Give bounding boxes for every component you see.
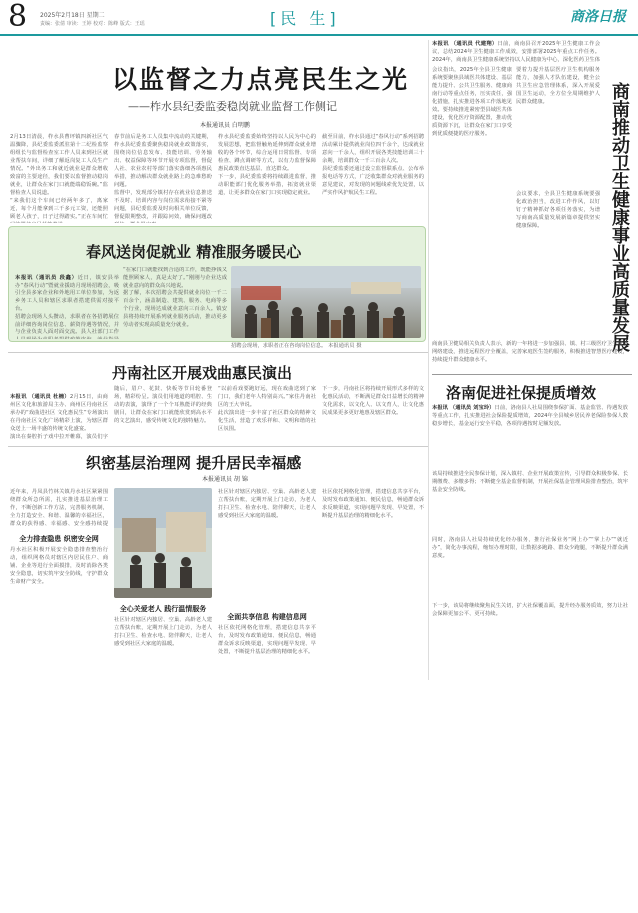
side-para9: 下一步，该局将继续聚焦民生关切，扩大社保覆盖面，提升经办服务质效，努力让社会保障更加公平、更可持续。 [432,603,628,617]
job-fair-photo [231,266,421,338]
green-para1: 近日，镇安县举办“春风行动”暨就业援助月现场招聘会，吸引全县多家企业和外地用工单位参加，为返乡务工人员和辖区求职者搭建供需对接平台。 招聘会现场人头攒动，求职者在各招聘展位前详细咨询岗位信息、薪资待遇等情况，并与企业负责人面对面交流。县人社部门工作 [15,274,119,336]
side-byline2: 本报讯 （通讯员 刘宝玲） [432,405,495,411]
story3-byline: 本报讯 （通讯员 杜楠） [10,394,70,400]
story4-heading2: 全心关爱老人 践行温情服务 [119,605,207,613]
story3-para2: 随后，眉户、花鼓、快板等节目轮番登场，精彩纷呈。演员们用地道的唱腔、生动的表演，演绎了一个个耳熟能详的经典剧目，让群众在家门口就能欣赏到高水平的文艺演出，感受传统文化的独特魅力。 [114,386,212,424]
page-number: 8 [8,0,28,34]
side-para3: 要着力提升基层医疗卫生机构服务能力，加强人才队伍建设，健全公共卫生应急管理体系，深入开展爱国卫生运动，全方位全周期维护人民群众健康。 [516,67,600,105]
story1-byline: 本报通讯员 白明鹏 [200,122,250,129]
divider [8,352,428,353]
side-title2: 洛南促进社保提质增效 [446,384,597,402]
side-para4: 会议要求，全县卫生健康系统要强化政治担当，改进工作作风，以钉钉子精神抓好各项任务落实，为谱写商南高质量发展新篇章提供坚实健康保障。 [516,191,600,229]
green-feature-box [8,226,426,349]
story4-para2: 丹水社区积极开展安全隐患排查整治行动，组织网格员对辖区内居民住户、商铺、企业等进行全面摸排，及时消除各类安全隐患，切实筑牢安全防线，守护群众生命财产安全。 [10,547,108,585]
photo-caption: 招聘会现场，求职者正在咨询岗位信息。 本报通讯员 摄 [231,343,362,349]
side-byline: 本报讯 （通讯员 代建翔） [432,41,498,47]
story4-para4-cont: 社区依托网格化管理，搭建信息共享平台，及时发布政策通知、便民信息，畅通群众诉求反映渠道，实现问题早发现、早处置，不断提升基层治理的精细化水平。 [322,489,424,519]
story4-para4: 社区依托网格化管理，搭建信息共享平台，及时发布政策通知、便民信息，畅通群众诉求反映渠道，实现问题早发现、早处置，不断提升基层治理的精细化水平。 [218,625,316,655]
community-photo [114,488,212,598]
masthead [0,0,638,36]
story4-para3-cont: 社区针对辖区内独居、空巢、高龄老人建立帮扶台账，定期开展上门走访，为老人打扫卫生、检查水电、陪伴聊天，让老人感受到社区大家庭的温暖。 [218,489,316,519]
issue-date: 2025年2月18日 星期二 [40,12,105,19]
side-para8: 同时，洛南县人社局持续优化经办服务，推行社保业务“网上办”“掌上办”“就近办”，简化办事流程，缩短办理时限，让数据多跑路、群众少跑腿，不断提升群众满意度。 [432,537,628,559]
newspaper-logo: 商洛日报 [570,9,626,25]
side-para6: 日前，洛南县人社局围绕参保扩面、基金监管、待遇发放等重点工作，扎实推进社会保险提质增效，2024年全县城乡居民养老保险参保人数稳步增长，基金运行安全平稳，各项待遇按时足额发放。 [432,405,628,427]
story4-heading3: 全面共享信息 构建信息网 [227,613,307,621]
story1-title: 以监督之力点亮民生之光 [112,65,410,94]
green-title: 春风送岗促就业 精准服务暖民心 [86,243,302,261]
green-para2: “在家门口就能找到合适的工作，既能挣钱又能照顾家人，真是太好了。”刚刚与企业达成就业意向的群众高兴地说。 据了解，本次招聘会共提供就业岗位一千二百余个，涵盖制造、建筑、服务、电商等多个行业，现场达成就业意向三百余人。镇安县将持续开展系列就业服务活动，推动更多劳动者实现高质量充分就业。 [123,267,227,328]
divider [8,446,428,447]
section-label: [民 生] [270,9,340,28]
green-byline: 本报讯（通讯员 段鑫） [15,274,78,281]
side-para5: 商南县卫健局相关负责人表示，新的一年将进一步加强县、镇、村三级医疗卫生服务网络建设，推进远程医疗全覆盖，完善家庭医生签约服务，积极推进智慧医疗建设，持续提升群众健康水平。 [432,341,628,363]
story4-heading1: 全力排查隐患 织密安全网 [19,535,99,543]
divider [432,374,632,375]
side-para1: 日前，商南县召开2025年卫生健康工作会议，总结2024年卫生健康工作成效，安排部署2025年重点工作任务。2024年，商南县卫生健康系统坚持以人民健康为中心，深化医药卫生体 [432,41,600,63]
side-title: 商南推动卫生健康事业高质量发展 [609,82,630,352]
story1-col2: 春节前后是务工人员集中流动的关键期，柞水县纪委监委聚焦稳岗就业政策落实，围绕岗位信息发布、技能培训、劳务输出、权益保障等环节开展专项监督，督促人社、农业农村等部门落实落细各项惠民举措，推动解决群众就业路上的急难愁盼问题。 监督中，发现部分镇村存在就业信息推送不及时、培训内容与岗位需求衔接不紧等问题，县纪委监委及时向相关单位反馈，督促限期整改，并跟踪问效，确保问题改 [114,134,212,220]
story4-byline: 本报通讯员 胡 锦 [202,476,248,483]
story3-para1: 2月15日，由商州区文化和旅游局主办、商州区丹南社区承办的“戏曲进社区 文化惠民生”专场演出在丹南社区文化广场精彩上演，为辖区群众送上一场丰盛的传统文化盛宴。 演出在秦腔折子戏中拉开帷幕，演员们字 [10,394,108,440]
story1-col1: 2月13日清晨，柞水县曹坪镇四新社区气温骤降，县纪委监委派驻第十二纪检监察组组长与监督检查室工作人员来到社区就业帮扶车间，详细了解返岗复工人员生产情况。“外出务工和就近就业是群众增收致富的主要途径，我们要以监督推动稳岗就业，让群众在家门口就能端稳饭碗。”监督检查人员说道。 “来我们这个车间已经两年多了，离家近，每个月能拿到三千多元工资，还能照顾老人孩子，日子过得踏实。”正在车间忙 [10,134,108,220]
editor-credits: 责编：张倩 审读：王婷 校对：陈峰 版式：王瑶 [40,21,145,27]
story1-subtitle: ——柞水县纪委监委稳岗就业监督工作侧记 [128,100,337,113]
story4-para3: 社区针对辖区内独居、空巢、高龄老人建立帮扶台账，定期开展上门走访，为老人打扫卫生、检查水电、陪伴聊天，让老人感受到社区大家庭的温暖。 [114,617,212,647]
story4-title: 织密基层治理网 提升居民幸福感 [86,454,302,472]
story1-col4: 截至目前，柞水县通过“春风行动”系列招聘活动累计提供就业岗位四千余个，达成就业意向一千余人，组织开展各类技能培训三十余期，培训群众一千三百余人次。 县纪委监委还通过设立监督联系点、公布举报电话等方式，广泛收集群众对就业服务的意见建议，对发现的问题线索优先处置，以严实作风护航民生工程。 [322,134,424,196]
story3-title: 丹南社区开展戏曲惠民演出 [112,364,293,382]
story3-para4: 下一步，丹南社区将持续开展形式多样的文化惠民活动，不断满足群众日益增长的精神文化需求，以文化人、以文育人，让文化惠民成果更多更好地惠及辖区群众。 [322,386,424,416]
column-divider [428,40,429,680]
story3-para3: “以前看戏要跑好远，现在戏曲送到了家门口，我们老年人特别高兴。”家住丹南社区的王大爷说。 此次演出进一步丰富了社区群众的精神文化生活，营造了欢乐祥和、文明和谐的社区氛围。 [218,386,316,432]
side-para7: 该局持续推进全民参保计划，深入镇村、企业开展政策宣传，引导群众积极参保、长期缴费、多缴多得；不断健全基金监督机制，开展社保基金管理风险排查整治，筑牢基金安全防线。 [432,471,628,493]
side-para2: 会议指出，2025年全县卫生健康系统要聚焦县域医共体建设、基层能力提升、公共卫生服务、健康商南行动等重点任务，压实责任，强化措施，扎实推进各项工作落地见效。要持续推进紧密型县域医共体建设，优化医疗资源配置，推动优质资源下沉，让群众在家门口享受到优质便捷的医疗服务。 [432,67,512,137]
story4-intro: 近年来，丹凤县竹林关镇丹水社区紧紧围绕群众所急所需，扎实推进基层治理工作，不断创新工作方法，完善服务机制，全力打造安全、和谐、温馨的幸福社区，群众的获得感、幸福感、安全感持续提 [10,489,108,527]
story1-col3: 柞水县纪委监委始终坚持以人民为中心的发展思想，把监督触角延伸到群众就业增收的各个环节，综合运用日常监督、专项检查、蹲点调研等方式，以有力监督保障惠民政策直达基层、直达群众。 下一步，县纪委监委将持续跟进监督，推动职能部门优化服务举措，拓宽就业渠道，让更多群众在家门口实现稳定就业。 [218,134,316,196]
